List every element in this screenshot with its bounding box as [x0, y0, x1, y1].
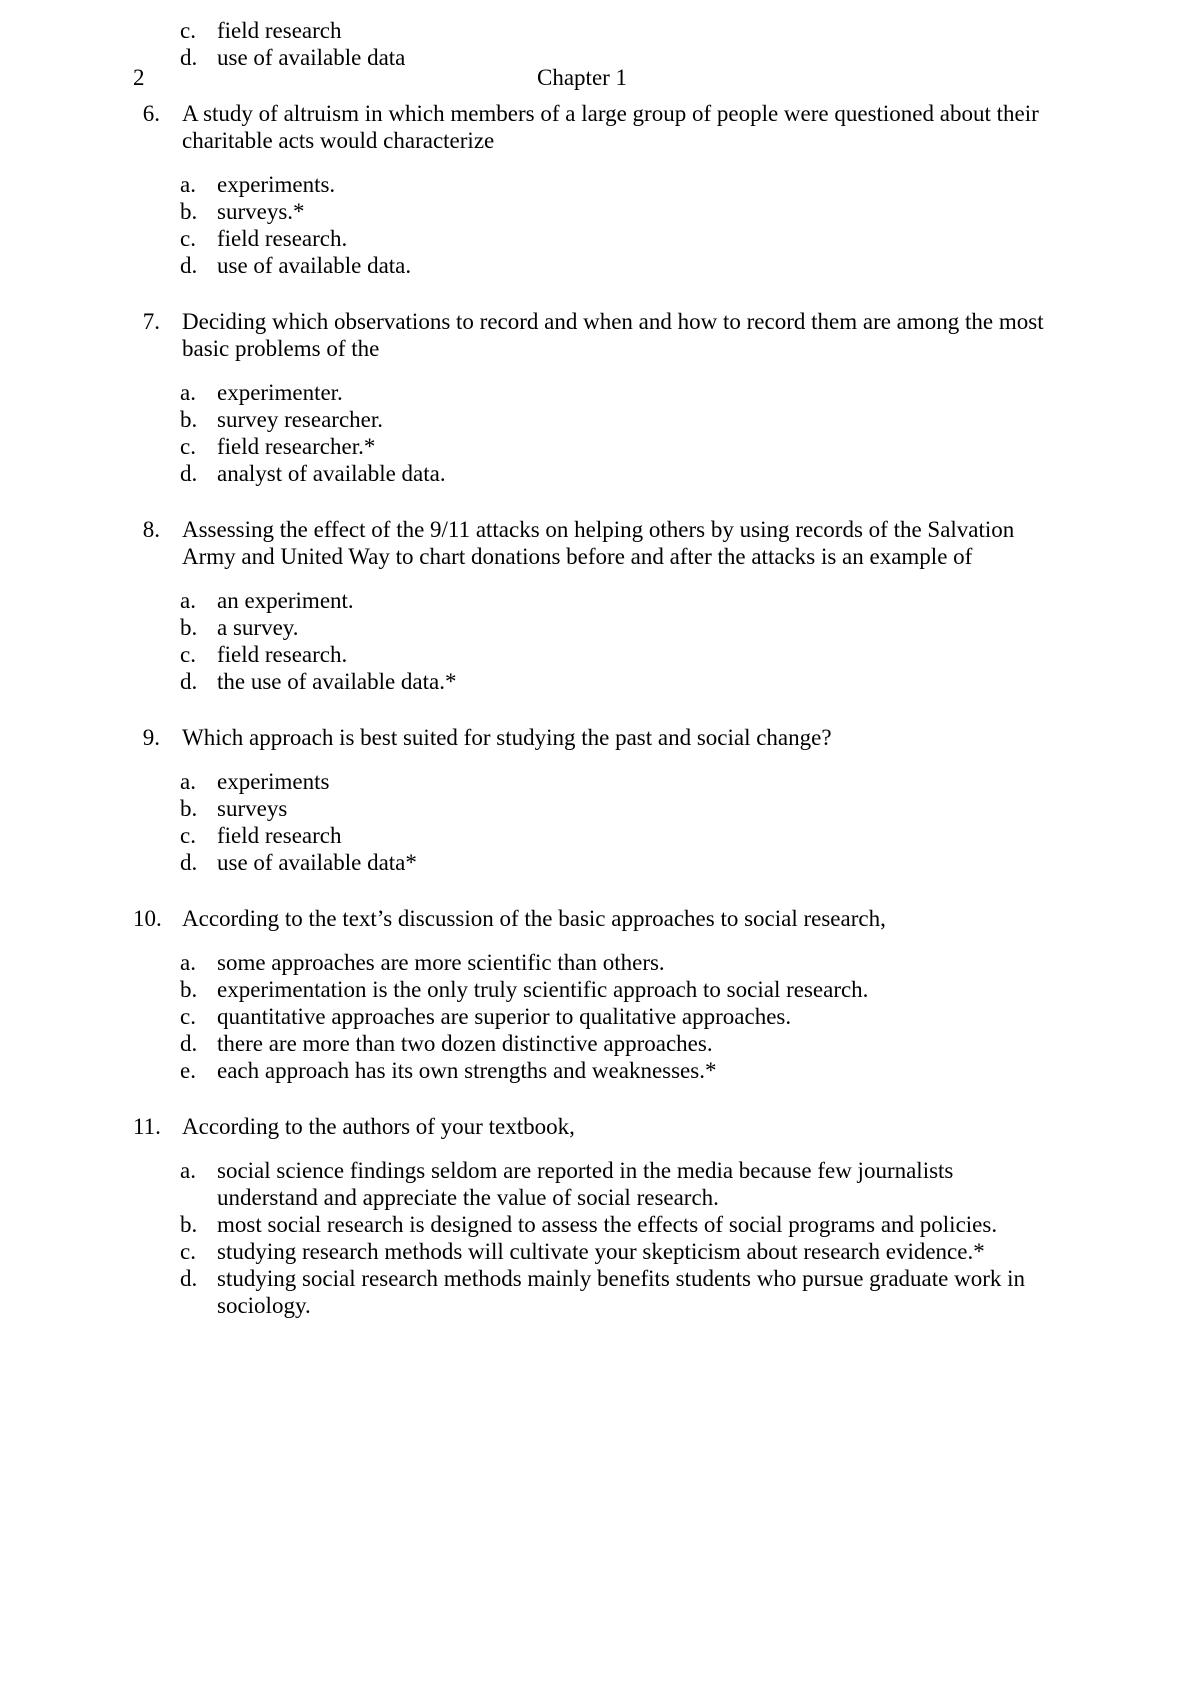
option-row — [133, 44, 1058, 71]
option-row — [133, 795, 1058, 822]
options-list-9 — [133, 768, 1058, 876]
question-text: According to the authors of your textbook, — [182, 1114, 575, 1139]
option-letter: b. — [180, 977, 198, 1002]
option-row — [133, 17, 1058, 44]
option-text: analyst of available data. — [217, 461, 446, 486]
option-row — [133, 768, 1058, 795]
option-text: surveys — [217, 796, 288, 821]
question-block-9 — [133, 724, 1058, 751]
options-list-8 — [133, 587, 1058, 695]
question-number: 9. — [142, 725, 160, 750]
option-text: field researcher.* — [217, 434, 376, 459]
option-row — [133, 1057, 1058, 1084]
option-row — [133, 1265, 1058, 1319]
options-list-10 — [133, 949, 1058, 1084]
question-number: 11. — [133, 1114, 161, 1139]
question-block-8 — [133, 516, 1058, 570]
option-letter: a. — [180, 1158, 196, 1183]
option-text: use of available data* — [217, 850, 417, 875]
option-row — [133, 379, 1058, 406]
option-text: there are more than two dozen distinctive approaches. — [217, 1031, 713, 1056]
option-row — [133, 225, 1058, 252]
option-text: surveys.* — [217, 199, 305, 224]
option-text: experimenter. — [217, 380, 343, 405]
question-text: Deciding which observations to record and when and how to record them are among the most basic problems of the — [182, 309, 1044, 361]
option-letter: d. — [180, 669, 198, 694]
option-text: an experiment. — [217, 588, 354, 613]
option-row — [133, 406, 1058, 433]
option-row — [133, 171, 1058, 198]
option-text: studying research methods will cultivate your skepticism about research evidence.* — [217, 1239, 985, 1264]
option-text: each approach has its own strengths and weaknesses.* — [217, 1058, 717, 1083]
option-text: use of available data. — [217, 253, 412, 278]
question-text: Which approach is best suited for studying the past and social change? — [182, 725, 832, 750]
option-text: social science findings seldom are reported in the media because few journalists understand and appreciate the value of social research. — [217, 1158, 954, 1210]
page-content — [133, 0, 1058, 1319]
option-row — [133, 849, 1058, 876]
option-text: field research — [217, 18, 342, 43]
option-letter: d. — [180, 461, 198, 486]
option-text: field research. — [217, 642, 348, 667]
options-list-11 — [133, 1157, 1058, 1319]
option-letter: d. — [180, 45, 198, 70]
option-row — [133, 587, 1058, 614]
option-letter: a. — [180, 380, 196, 405]
option-row — [133, 252, 1058, 279]
option-letter: a. — [180, 172, 196, 197]
option-text: use of available data — [217, 45, 406, 70]
option-row — [133, 1211, 1058, 1238]
question-block-7 — [133, 308, 1058, 362]
option-row — [133, 822, 1058, 849]
option-row — [133, 198, 1058, 225]
option-letter: b. — [180, 796, 198, 821]
option-text: field research — [217, 823, 342, 848]
option-letter: c. — [180, 434, 196, 459]
option-letter: c. — [180, 18, 196, 43]
orphan-options-list — [133, 17, 1058, 71]
page-number: 2 — [133, 65, 145, 90]
option-text: studying social research methods mainly benefits students who pursue graduate work in sociology. — [217, 1266, 1026, 1318]
option-letter: e. — [180, 1058, 196, 1083]
option-row — [133, 1157, 1058, 1211]
option-letter: c. — [180, 1004, 196, 1029]
chapter-title: Chapter 1 — [537, 65, 628, 90]
option-text: quantitative approaches are superior to qualitative approaches. — [217, 1004, 792, 1029]
option-row — [133, 641, 1058, 668]
question-text: Assessing the effect of the 9/11 attacks on helping others by using records of the Salvation Army and United Way to chart donations before and after the attacks is an example of — [182, 517, 1015, 569]
option-letter: c. — [180, 226, 196, 251]
option-row — [133, 976, 1058, 1003]
option-letter: a. — [180, 588, 196, 613]
option-letter: d. — [180, 1031, 198, 1056]
option-letter: b. — [180, 407, 198, 432]
option-text: experiments. — [217, 172, 336, 197]
option-row — [133, 614, 1058, 641]
question-number: 8. — [142, 517, 160, 542]
question-text: A study of altruism in which members of a large group of people were questioned about their charitable acts would characterize — [182, 101, 1039, 153]
option-row — [133, 1030, 1058, 1057]
option-row — [133, 460, 1058, 487]
question-number: 10. — [133, 906, 162, 931]
option-letter: c. — [180, 642, 196, 667]
option-row — [133, 668, 1058, 695]
options-list-7 — [133, 379, 1058, 487]
options-list-6 — [133, 171, 1058, 279]
question-block-6 — [133, 100, 1058, 154]
option-letter: d. — [180, 850, 198, 875]
option-letter: b. — [180, 1212, 198, 1237]
option-letter: d. — [180, 1266, 198, 1291]
option-text: most social research is designed to assess the effects of social programs and policies. — [217, 1212, 998, 1237]
option-row — [133, 1003, 1058, 1030]
option-text: field research. — [217, 226, 348, 251]
option-text: some approaches are more scientific than others. — [217, 950, 665, 975]
option-letter: a. — [180, 950, 196, 975]
option-row — [133, 433, 1058, 460]
option-text: a survey. — [217, 615, 299, 640]
option-text: experiments — [217, 769, 330, 794]
option-row — [133, 1238, 1058, 1265]
option-text: the use of available data.* — [217, 669, 457, 694]
option-text: experimentation is the only truly scientific approach to social research. — [217, 977, 869, 1002]
option-letter: a. — [180, 769, 196, 794]
option-letter: c. — [180, 823, 196, 848]
question-block-10 — [133, 905, 1058, 932]
option-text: survey researcher. — [217, 407, 384, 432]
question-text: According to the text’s discussion of the basic approaches to social research, — [182, 906, 886, 931]
option-letter: c. — [180, 1239, 196, 1264]
option-letter: d. — [180, 253, 198, 278]
question-number: 7. — [142, 309, 160, 334]
option-letter: b. — [180, 199, 198, 224]
question-block-11 — [133, 1113, 1058, 1140]
option-row — [133, 949, 1058, 976]
question-number: 6. — [142, 101, 160, 126]
option-letter: b. — [180, 615, 198, 640]
